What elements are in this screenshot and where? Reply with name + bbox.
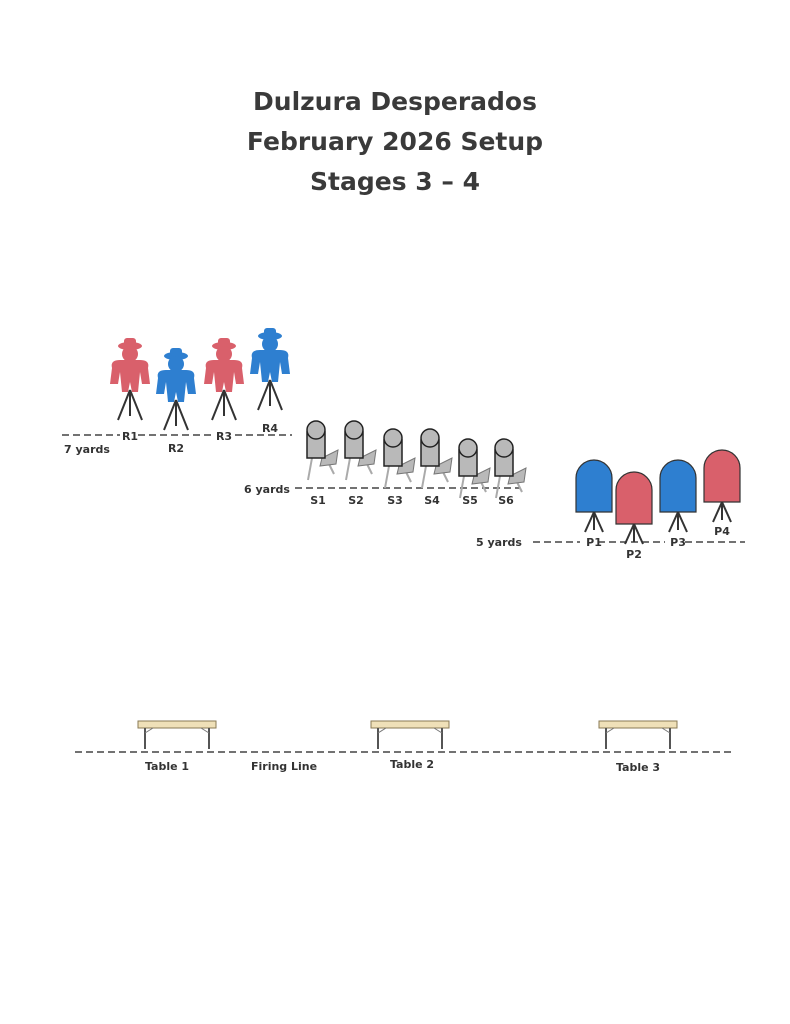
pistol-row [476,450,745,561]
shotgun-target-1 [307,421,338,507]
shotgun-distance-label: 6 yards [244,483,290,496]
pistol-target-label: P2 [626,548,642,561]
rifle-target-label: R4 [261,422,279,435]
table-3 [599,721,677,774]
shotgun-target-label: S5 [462,494,478,507]
rifle-target-1 [110,338,150,443]
title-line-3: Stages 3 – 4 [310,167,480,196]
shotgun-target-label: S1 [310,494,326,507]
pistol-target-1 [576,460,612,549]
rifle-target-3 [204,338,244,443]
shotgun-target-label: S3 [387,494,403,507]
pistol-target-2 [616,472,652,561]
firing-line-label: Firing Line [251,760,318,773]
pistol-target-label: P4 [714,525,730,538]
table-label: Table 2 [389,758,435,771]
shotgun-target-5 [459,439,490,507]
pistol-target-3 [660,460,696,549]
table-1 [138,721,216,773]
pistol-distance-label: 5 yards [476,536,522,549]
rifle-target-label: R3 [215,430,233,443]
pistol-target-label: P3 [670,536,686,549]
title-line-1: Dulzura Desperados [253,87,537,116]
pistol-target-4 [704,450,740,538]
rifle-distance-label: 7 yards [64,443,110,456]
pistol-target-label: P1 [586,536,602,549]
shotgun-target-2 [345,421,376,507]
table-2 [371,721,449,771]
shotgun-target-3 [384,429,415,507]
firing-line [75,721,735,774]
shotgun-target-6 [495,439,526,507]
shotgun-target-label: S4 [424,494,440,507]
rifle-row [62,328,292,456]
table-label: Table 3 [615,761,661,774]
shotgun-target-4 [421,429,452,507]
table-label: Table 1 [144,760,190,773]
rifle-target-4 [250,328,290,435]
shotgun-target-label: S6 [498,494,514,507]
rifle-target-label: R1 [121,430,139,443]
shotgun-target-label: S2 [348,494,364,507]
rifle-target-label: R2 [167,442,185,455]
rifle-target-2 [156,348,196,455]
title-line-2: February 2026 Setup [246,127,544,156]
shotgun-row [244,421,526,507]
